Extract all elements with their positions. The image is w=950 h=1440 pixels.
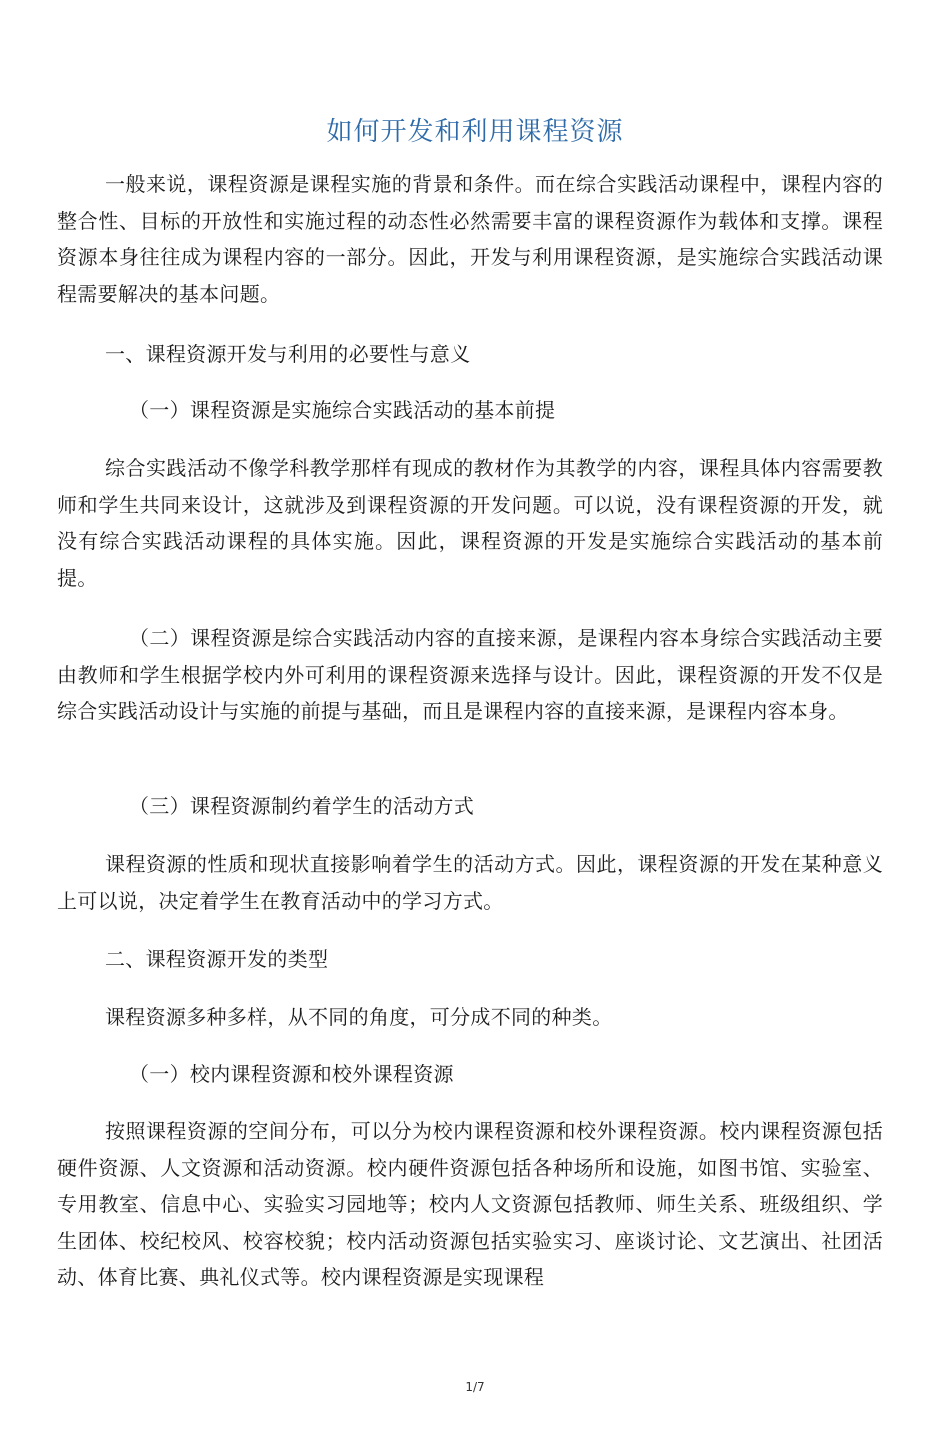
paragraph-1-3: 课程资源的性质和现状直接影响着学生的活动方式。因此，课程资源的开发在某种意义上可以说，决定着学生在教育活动中的学习方式。 [57,852,883,913]
document-title: 如何开发和利用课程资源 [326,117,624,147]
paragraph-1-2: （二）课程资源是综合实践活动内容的直接来源，是课程内容本身综合实践活动主要由教师和学生根据学校内外可利用的课程资源来选择与设计。因此，课程资源的开发不仅是综合实践活动设计与实施的前提与基础，而且是课程内容的直接来源，是课程内容本身。 [57,626,883,723]
subsection-heading-1-3: （三）课程资源制约着学生的活动方式 [129,794,475,818]
subsection-heading-2-1: （一）校内课程资源和校外课程资源 [129,1062,454,1086]
section-heading-2: 二、课程资源开发的类型 [105,947,329,971]
paragraph-intro: 一般来说，课程资源是课程实施的背景和条件。而在综合实践活动课程中，课程内容的整合性、目标的开放性和实施过程的动态性必然需要丰富的课程资源作为载体和支撑。课程资源本身往往成为课程内容的一部分。因此，开发与利用课程资源，是实施综合实践活动课程需要解决的基本问题。 [57,172,883,306]
paragraph-2-1: 按照课程资源的空间分布，可以分为校内课程资源和校外课程资源。校内课程资源包括硬件资源、人文资源和活动资源。校内硬件资源包括各种场所和设施，如图书馆、实验室、专用教室、信息中心、实验实习园地等；校内人文资源包括教师、师生关系、班级组织、学生团体、校纪校风、校容校貌；校内活动资源包括实验实习、座谈讨论、文艺演出、社团活动、体育比赛、典礼仪式等。校内课程资源是实现课程 [57,1119,883,1289]
page-number: 1/7 [465,1380,485,1394]
paragraph-2-intro: 课程资源多种多样，从不同的角度，可分成不同的种类。 [105,1005,613,1029]
subsection-heading-1-1: （一）课程资源是实施综合实践活动的基本前提 [129,398,556,422]
paragraph-1-1: 综合实践活动不像学科教学那样有现成的教材作为其教学的内容，课程具体内容需要教师和学生共同来设计，这就涉及到课程资源的开发问题。可以说，没有课程资源的开发，就没有综合实践活动课程的具体实施。因此，课程资源的开发是实施综合实践活动的基本前提。 [57,456,883,590]
section-heading-1: 一、课程资源开发与利用的必要性与意义 [105,342,471,366]
